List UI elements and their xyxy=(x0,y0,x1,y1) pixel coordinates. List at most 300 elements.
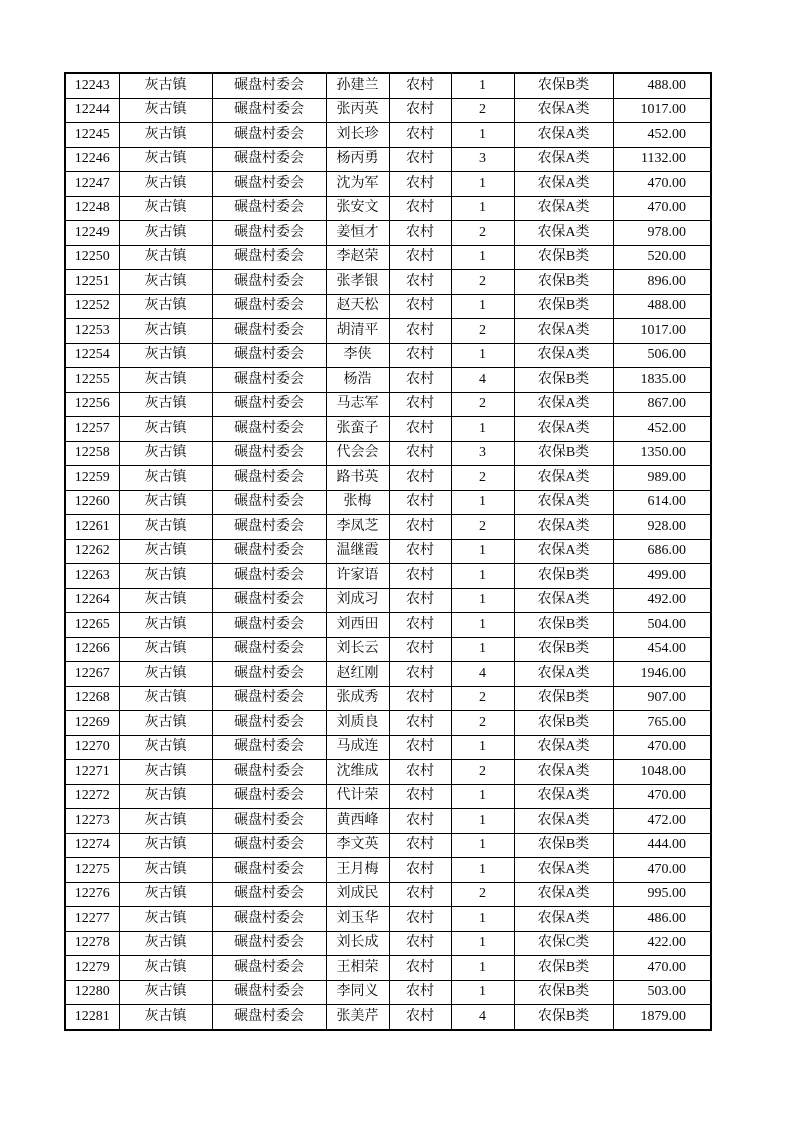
residence-type-cell: 农村 xyxy=(389,221,451,246)
person-name-cell: 杨浩 xyxy=(326,368,389,393)
residence-type-cell: 农村 xyxy=(389,637,451,662)
head-count-cell: 1 xyxy=(451,490,514,515)
serial-number-cell: 12264 xyxy=(65,588,119,613)
amount-cell: 444.00 xyxy=(613,833,711,858)
residence-type-cell: 农村 xyxy=(389,319,451,344)
insurance-category-cell: 农保A类 xyxy=(514,196,613,221)
head-count-cell: 4 xyxy=(451,662,514,687)
insurance-category-cell: 农保B类 xyxy=(514,245,613,270)
serial-number-cell: 12247 xyxy=(65,172,119,197)
person-name-cell: 代计荣 xyxy=(326,784,389,809)
table-row xyxy=(65,784,711,809)
amount-cell: 504.00 xyxy=(613,613,711,638)
person-name-cell: 杨丙勇 xyxy=(326,147,389,172)
table-row xyxy=(65,417,711,442)
table-row xyxy=(65,319,711,344)
insurance-category-cell: 农保A类 xyxy=(514,515,613,540)
residence-type-cell: 农村 xyxy=(389,417,451,442)
serial-number-cell: 12279 xyxy=(65,956,119,981)
amount-cell: 1350.00 xyxy=(613,441,711,466)
town-cell: 灰古镇 xyxy=(119,73,212,98)
person-name-cell: 刘玉华 xyxy=(326,907,389,932)
person-name-cell: 马志军 xyxy=(326,392,389,417)
head-count-cell: 2 xyxy=(451,392,514,417)
head-count-cell: 2 xyxy=(451,98,514,123)
person-name-cell: 李凤芝 xyxy=(326,515,389,540)
serial-number-cell: 12280 xyxy=(65,980,119,1005)
town-cell: 灰古镇 xyxy=(119,466,212,491)
head-count-cell: 1 xyxy=(451,564,514,589)
head-count-cell: 2 xyxy=(451,466,514,491)
table-row xyxy=(65,172,711,197)
insurance-category-cell: 农保A类 xyxy=(514,858,613,883)
village-committee-cell: 碾盘村委会 xyxy=(212,588,326,613)
village-committee-cell: 碾盘村委会 xyxy=(212,760,326,785)
person-name-cell: 刘成民 xyxy=(326,882,389,907)
person-name-cell: 刘西田 xyxy=(326,613,389,638)
village-committee-cell: 碾盘村委会 xyxy=(212,1005,326,1030)
head-count-cell: 1 xyxy=(451,417,514,442)
person-name-cell: 温继霞 xyxy=(326,539,389,564)
insurance-category-cell: 农保B类 xyxy=(514,613,613,638)
residence-type-cell: 农村 xyxy=(389,711,451,736)
town-cell: 灰古镇 xyxy=(119,809,212,834)
town-cell: 灰古镇 xyxy=(119,123,212,148)
table-row xyxy=(65,98,711,123)
insurance-category-cell: 农保B类 xyxy=(514,956,613,981)
table-row xyxy=(65,294,711,319)
amount-cell: 470.00 xyxy=(613,784,711,809)
village-committee-cell: 碾盘村委会 xyxy=(212,735,326,760)
serial-number-cell: 12250 xyxy=(65,245,119,270)
village-committee-cell: 碾盘村委会 xyxy=(212,711,326,736)
village-committee-cell: 碾盘村委会 xyxy=(212,613,326,638)
head-count-cell: 1 xyxy=(451,858,514,883)
head-count-cell: 1 xyxy=(451,539,514,564)
table-row xyxy=(65,392,711,417)
table-row xyxy=(65,882,711,907)
head-count-cell: 2 xyxy=(451,270,514,295)
residence-type-cell: 农村 xyxy=(389,73,451,98)
amount-cell: 867.00 xyxy=(613,392,711,417)
amount-cell: 1048.00 xyxy=(613,760,711,785)
table-row xyxy=(65,123,711,148)
insurance-category-cell: 农保A类 xyxy=(514,490,613,515)
person-name-cell: 代会会 xyxy=(326,441,389,466)
town-cell: 灰古镇 xyxy=(119,343,212,368)
amount-cell: 1017.00 xyxy=(613,98,711,123)
person-name-cell: 赵天松 xyxy=(326,294,389,319)
person-name-cell: 张美芹 xyxy=(326,1005,389,1030)
residence-type-cell: 农村 xyxy=(389,833,451,858)
residence-type-cell: 农村 xyxy=(389,245,451,270)
serial-number-cell: 12265 xyxy=(65,613,119,638)
head-count-cell: 1 xyxy=(451,343,514,368)
town-cell: 灰古镇 xyxy=(119,196,212,221)
residence-type-cell: 农村 xyxy=(389,686,451,711)
head-count-cell: 1 xyxy=(451,613,514,638)
residence-type-cell: 农村 xyxy=(389,392,451,417)
table-row xyxy=(65,564,711,589)
amount-cell: 1835.00 xyxy=(613,368,711,393)
insurance-category-cell: 农保C类 xyxy=(514,931,613,956)
insurance-category-cell: 农保A类 xyxy=(514,882,613,907)
town-cell: 灰古镇 xyxy=(119,1005,212,1030)
town-cell: 灰古镇 xyxy=(119,98,212,123)
amount-cell: 1132.00 xyxy=(613,147,711,172)
insurance-category-cell: 农保A类 xyxy=(514,466,613,491)
town-cell: 灰古镇 xyxy=(119,490,212,515)
residence-type-cell: 农村 xyxy=(389,735,451,760)
village-committee-cell: 碾盘村委会 xyxy=(212,98,326,123)
serial-number-cell: 12273 xyxy=(65,809,119,834)
insurance-category-cell: 农保B类 xyxy=(514,294,613,319)
town-cell: 灰古镇 xyxy=(119,637,212,662)
amount-cell: 520.00 xyxy=(613,245,711,270)
town-cell: 灰古镇 xyxy=(119,662,212,687)
person-name-cell: 李文英 xyxy=(326,833,389,858)
serial-number-cell: 12267 xyxy=(65,662,119,687)
table-row xyxy=(65,441,711,466)
residence-type-cell: 农村 xyxy=(389,147,451,172)
person-name-cell: 赵红刚 xyxy=(326,662,389,687)
person-name-cell: 刘长珍 xyxy=(326,123,389,148)
village-committee-cell: 碾盘村委会 xyxy=(212,441,326,466)
table-row xyxy=(65,196,711,221)
town-cell: 灰古镇 xyxy=(119,882,212,907)
village-committee-cell: 碾盘村委会 xyxy=(212,294,326,319)
town-cell: 灰古镇 xyxy=(119,564,212,589)
person-name-cell: 张成秀 xyxy=(326,686,389,711)
table-row xyxy=(65,760,711,785)
village-committee-cell: 碾盘村委会 xyxy=(212,515,326,540)
amount-cell: 928.00 xyxy=(613,515,711,540)
amount-cell: 896.00 xyxy=(613,270,711,295)
residence-type-cell: 农村 xyxy=(389,466,451,491)
amount-cell: 995.00 xyxy=(613,882,711,907)
serial-number-cell: 12261 xyxy=(65,515,119,540)
residence-type-cell: 农村 xyxy=(389,98,451,123)
table-row xyxy=(65,221,711,246)
town-cell: 灰古镇 xyxy=(119,784,212,809)
residence-type-cell: 农村 xyxy=(389,784,451,809)
head-count-cell: 4 xyxy=(451,1005,514,1030)
insurance-category-cell: 农保B类 xyxy=(514,270,613,295)
head-count-cell: 1 xyxy=(451,980,514,1005)
village-committee-cell: 碾盘村委会 xyxy=(212,147,326,172)
head-count-cell: 1 xyxy=(451,809,514,834)
table-row xyxy=(65,711,711,736)
serial-number-cell: 12258 xyxy=(65,441,119,466)
serial-number-cell: 12276 xyxy=(65,882,119,907)
serial-number-cell: 12272 xyxy=(65,784,119,809)
head-count-cell: 1 xyxy=(451,172,514,197)
amount-cell: 470.00 xyxy=(613,956,711,981)
serial-number-cell: 12277 xyxy=(65,907,119,932)
town-cell: 灰古镇 xyxy=(119,539,212,564)
serial-number-cell: 12244 xyxy=(65,98,119,123)
person-name-cell: 马成连 xyxy=(326,735,389,760)
head-count-cell: 2 xyxy=(451,686,514,711)
person-name-cell: 刘长云 xyxy=(326,637,389,662)
amount-cell: 470.00 xyxy=(613,858,711,883)
amount-cell: 907.00 xyxy=(613,686,711,711)
amount-cell: 422.00 xyxy=(613,931,711,956)
town-cell: 灰古镇 xyxy=(119,270,212,295)
table-row xyxy=(65,956,711,981)
amount-cell: 488.00 xyxy=(613,73,711,98)
table-row xyxy=(65,637,711,662)
residence-type-cell: 农村 xyxy=(389,123,451,148)
insurance-category-cell: 农保B类 xyxy=(514,980,613,1005)
serial-number-cell: 12249 xyxy=(65,221,119,246)
table-row xyxy=(65,1005,711,1030)
residence-type-cell: 农村 xyxy=(389,882,451,907)
residence-type-cell: 农村 xyxy=(389,172,451,197)
serial-number-cell: 12255 xyxy=(65,368,119,393)
village-committee-cell: 碾盘村委会 xyxy=(212,392,326,417)
residence-type-cell: 农村 xyxy=(389,1005,451,1030)
head-count-cell: 3 xyxy=(451,441,514,466)
person-name-cell: 王月梅 xyxy=(326,858,389,883)
insurance-category-cell: 农保A类 xyxy=(514,907,613,932)
residence-type-cell: 农村 xyxy=(389,588,451,613)
amount-cell: 470.00 xyxy=(613,196,711,221)
table-row xyxy=(65,980,711,1005)
head-count-cell: 1 xyxy=(451,588,514,613)
residence-type-cell: 农村 xyxy=(389,956,451,981)
village-committee-cell: 碾盘村委会 xyxy=(212,466,326,491)
table-row xyxy=(65,539,711,564)
head-count-cell: 1 xyxy=(451,907,514,932)
insurance-category-cell: 农保A类 xyxy=(514,123,613,148)
village-committee-cell: 碾盘村委会 xyxy=(212,956,326,981)
village-committee-cell: 碾盘村委会 xyxy=(212,784,326,809)
village-committee-cell: 碾盘村委会 xyxy=(212,858,326,883)
insurance-category-cell: 农保B类 xyxy=(514,368,613,393)
village-committee-cell: 碾盘村委会 xyxy=(212,564,326,589)
person-name-cell: 张孝银 xyxy=(326,270,389,295)
amount-cell: 1879.00 xyxy=(613,1005,711,1030)
serial-number-cell: 12254 xyxy=(65,343,119,368)
serial-number-cell: 12270 xyxy=(65,735,119,760)
serial-number-cell: 12269 xyxy=(65,711,119,736)
amount-cell: 1946.00 xyxy=(613,662,711,687)
amount-cell: 978.00 xyxy=(613,221,711,246)
town-cell: 灰古镇 xyxy=(119,392,212,417)
insurance-category-cell: 农保A类 xyxy=(514,784,613,809)
town-cell: 灰古镇 xyxy=(119,147,212,172)
residence-type-cell: 农村 xyxy=(389,368,451,393)
village-committee-cell: 碾盘村委会 xyxy=(212,221,326,246)
head-count-cell: 1 xyxy=(451,196,514,221)
residence-type-cell: 农村 xyxy=(389,907,451,932)
serial-number-cell: 12260 xyxy=(65,490,119,515)
serial-number-cell: 12262 xyxy=(65,539,119,564)
serial-number-cell: 12268 xyxy=(65,686,119,711)
village-committee-cell: 碾盘村委会 xyxy=(212,931,326,956)
village-committee-cell: 碾盘村委会 xyxy=(212,686,326,711)
payment-roster-table xyxy=(64,72,712,1031)
village-committee-cell: 碾盘村委会 xyxy=(212,809,326,834)
town-cell: 灰古镇 xyxy=(119,956,212,981)
insurance-category-cell: 农保A类 xyxy=(514,147,613,172)
amount-cell: 452.00 xyxy=(613,417,711,442)
serial-number-cell: 12252 xyxy=(65,294,119,319)
insurance-category-cell: 农保B类 xyxy=(514,637,613,662)
insurance-category-cell: 农保A类 xyxy=(514,539,613,564)
residence-type-cell: 农村 xyxy=(389,441,451,466)
head-count-cell: 2 xyxy=(451,515,514,540)
amount-cell: 470.00 xyxy=(613,172,711,197)
roster-table-body xyxy=(65,73,711,1030)
serial-number-cell: 12248 xyxy=(65,196,119,221)
person-name-cell: 张蛮子 xyxy=(326,417,389,442)
table-row xyxy=(65,809,711,834)
table-row xyxy=(65,466,711,491)
insurance-category-cell: 农保A类 xyxy=(514,735,613,760)
insurance-category-cell: 农保B类 xyxy=(514,1005,613,1030)
head-count-cell: 2 xyxy=(451,711,514,736)
serial-number-cell: 12243 xyxy=(65,73,119,98)
head-count-cell: 1 xyxy=(451,637,514,662)
person-name-cell: 许家语 xyxy=(326,564,389,589)
head-count-cell: 1 xyxy=(451,931,514,956)
village-committee-cell: 碾盘村委会 xyxy=(212,172,326,197)
person-name-cell: 李侠 xyxy=(326,343,389,368)
head-count-cell: 1 xyxy=(451,735,514,760)
head-count-cell: 1 xyxy=(451,294,514,319)
amount-cell: 614.00 xyxy=(613,490,711,515)
serial-number-cell: 12271 xyxy=(65,760,119,785)
table-row xyxy=(65,490,711,515)
amount-cell: 454.00 xyxy=(613,637,711,662)
residence-type-cell: 农村 xyxy=(389,760,451,785)
town-cell: 灰古镇 xyxy=(119,907,212,932)
town-cell: 灰古镇 xyxy=(119,735,212,760)
head-count-cell: 2 xyxy=(451,882,514,907)
town-cell: 灰古镇 xyxy=(119,515,212,540)
serial-number-cell: 12278 xyxy=(65,931,119,956)
amount-cell: 503.00 xyxy=(613,980,711,1005)
head-count-cell: 3 xyxy=(451,147,514,172)
amount-cell: 765.00 xyxy=(613,711,711,736)
serial-number-cell: 12274 xyxy=(65,833,119,858)
serial-number-cell: 12253 xyxy=(65,319,119,344)
town-cell: 灰古镇 xyxy=(119,172,212,197)
table-row xyxy=(65,858,711,883)
village-committee-cell: 碾盘村委会 xyxy=(212,270,326,295)
village-committee-cell: 碾盘村委会 xyxy=(212,343,326,368)
village-committee-cell: 碾盘村委会 xyxy=(212,490,326,515)
town-cell: 灰古镇 xyxy=(119,931,212,956)
insurance-category-cell: 农保A类 xyxy=(514,417,613,442)
village-committee-cell: 碾盘村委会 xyxy=(212,417,326,442)
town-cell: 灰古镇 xyxy=(119,441,212,466)
table-row xyxy=(65,270,711,295)
person-name-cell: 姜恒才 xyxy=(326,221,389,246)
person-name-cell: 张丙英 xyxy=(326,98,389,123)
head-count-cell: 1 xyxy=(451,956,514,981)
residence-type-cell: 农村 xyxy=(389,662,451,687)
table-row xyxy=(65,368,711,393)
insurance-category-cell: 农保A类 xyxy=(514,343,613,368)
residence-type-cell: 农村 xyxy=(389,858,451,883)
village-committee-cell: 碾盘村委会 xyxy=(212,882,326,907)
village-committee-cell: 碾盘村委会 xyxy=(212,196,326,221)
person-name-cell: 黄西峰 xyxy=(326,809,389,834)
serial-number-cell: 12257 xyxy=(65,417,119,442)
serial-number-cell: 12266 xyxy=(65,637,119,662)
insurance-category-cell: 农保A类 xyxy=(514,392,613,417)
insurance-category-cell: 农保B类 xyxy=(514,711,613,736)
head-count-cell: 1 xyxy=(451,245,514,270)
serial-number-cell: 12263 xyxy=(65,564,119,589)
serial-number-cell: 12246 xyxy=(65,147,119,172)
insurance-category-cell: 农保B类 xyxy=(514,441,613,466)
town-cell: 灰古镇 xyxy=(119,417,212,442)
head-count-cell: 2 xyxy=(451,221,514,246)
residence-type-cell: 农村 xyxy=(389,931,451,956)
person-name-cell: 张梅 xyxy=(326,490,389,515)
town-cell: 灰古镇 xyxy=(119,588,212,613)
amount-cell: 1017.00 xyxy=(613,319,711,344)
insurance-category-cell: 农保B类 xyxy=(514,564,613,589)
table-row xyxy=(65,833,711,858)
residence-type-cell: 农村 xyxy=(389,613,451,638)
village-committee-cell: 碾盘村委会 xyxy=(212,833,326,858)
table-row xyxy=(65,588,711,613)
insurance-category-cell: 农保A类 xyxy=(514,662,613,687)
residence-type-cell: 农村 xyxy=(389,490,451,515)
village-committee-cell: 碾盘村委会 xyxy=(212,123,326,148)
person-name-cell: 刘成习 xyxy=(326,588,389,613)
serial-number-cell: 12259 xyxy=(65,466,119,491)
amount-cell: 506.00 xyxy=(613,343,711,368)
table-row xyxy=(65,931,711,956)
insurance-category-cell: 农保B类 xyxy=(514,73,613,98)
table-row xyxy=(65,907,711,932)
person-name-cell: 李同义 xyxy=(326,980,389,1005)
insurance-category-cell: 农保A类 xyxy=(514,172,613,197)
table-row xyxy=(65,613,711,638)
serial-number-cell: 12275 xyxy=(65,858,119,883)
insurance-category-cell: 农保A类 xyxy=(514,319,613,344)
village-committee-cell: 碾盘村委会 xyxy=(212,637,326,662)
town-cell: 灰古镇 xyxy=(119,319,212,344)
amount-cell: 486.00 xyxy=(613,907,711,932)
amount-cell: 472.00 xyxy=(613,809,711,834)
person-name-cell: 王相荣 xyxy=(326,956,389,981)
insurance-category-cell: 农保A类 xyxy=(514,221,613,246)
residence-type-cell: 农村 xyxy=(389,343,451,368)
village-committee-cell: 碾盘村委会 xyxy=(212,662,326,687)
table-row xyxy=(65,686,711,711)
amount-cell: 499.00 xyxy=(613,564,711,589)
insurance-category-cell: 农保B类 xyxy=(514,686,613,711)
amount-cell: 452.00 xyxy=(613,123,711,148)
person-name-cell: 路书英 xyxy=(326,466,389,491)
head-count-cell: 4 xyxy=(451,368,514,393)
amount-cell: 492.00 xyxy=(613,588,711,613)
person-name-cell: 沈维成 xyxy=(326,760,389,785)
table-row xyxy=(65,735,711,760)
town-cell: 灰古镇 xyxy=(119,245,212,270)
town-cell: 灰古镇 xyxy=(119,858,212,883)
residence-type-cell: 农村 xyxy=(389,809,451,834)
town-cell: 灰古镇 xyxy=(119,368,212,393)
table-row xyxy=(65,515,711,540)
